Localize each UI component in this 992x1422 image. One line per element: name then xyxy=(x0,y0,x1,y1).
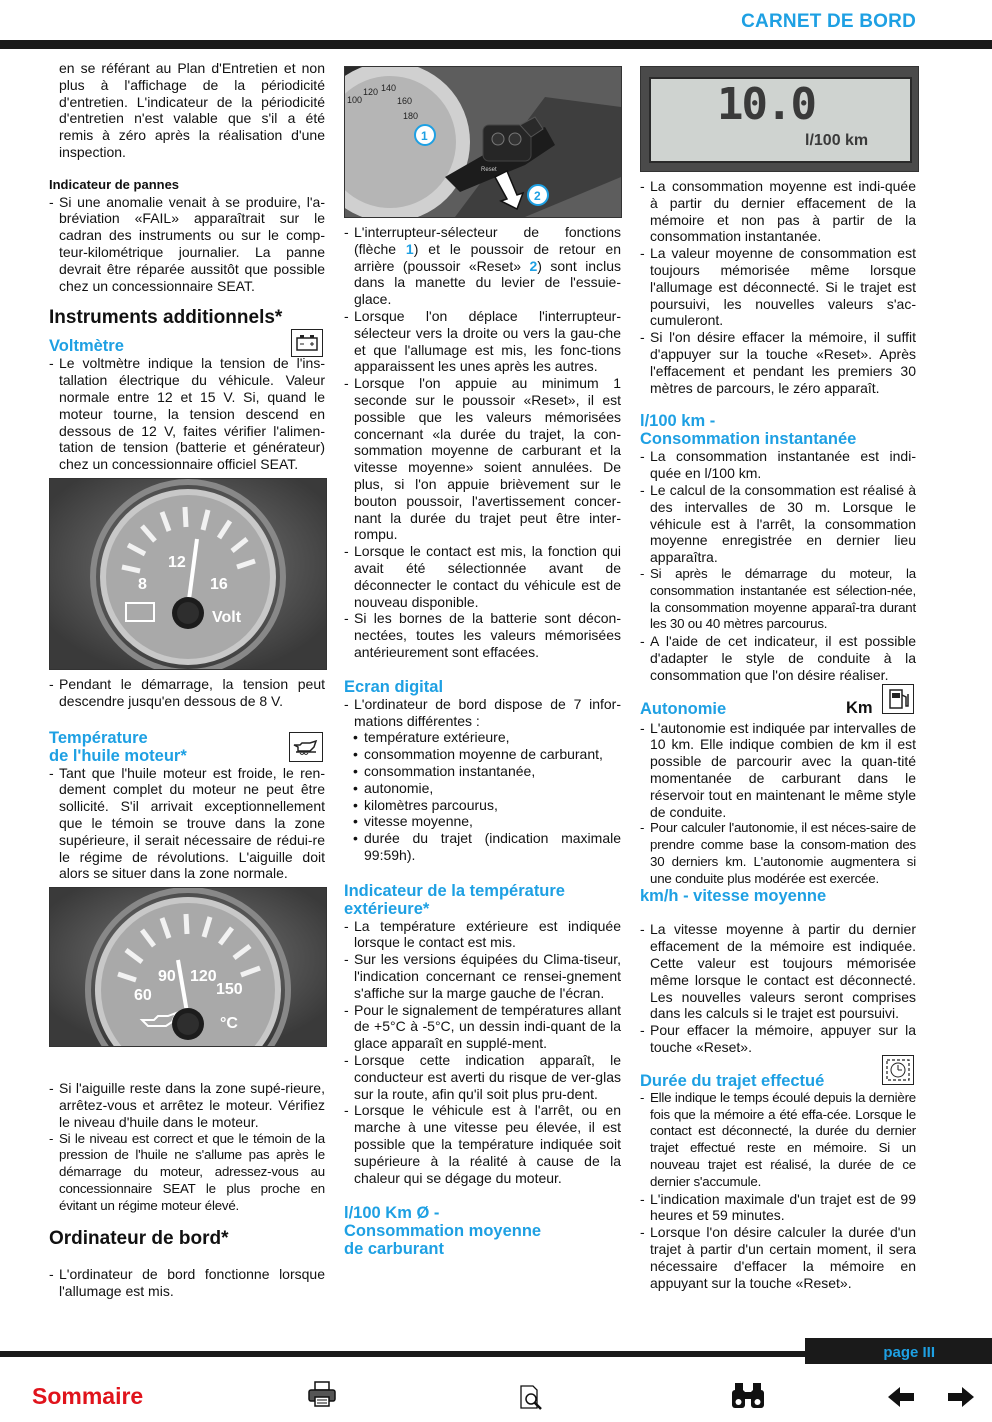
speedo-tick-160: 160 xyxy=(397,96,413,106)
speedometer-stalk-photo xyxy=(344,66,622,218)
vitesse-heading: km/h - vitesse moyenne xyxy=(640,887,827,906)
ext-heading-line1: Indicateur de la température xyxy=(344,881,565,900)
next-page-button[interactable] xyxy=(946,1385,976,1414)
column-left xyxy=(49,60,325,1300)
oil-label-150: 150 xyxy=(216,981,243,999)
stalk-text-3: - Lorsque l'on appuie au minimum 1 seconde sur le poussoir «Reset», il est possible que les valeurs mémorisées concernant «la durée du trajet, la con-sommation moyenne de carburant et la vitesse moyenne» soient annulées. De plus, si l'on appuie brièvement sur le bouton poussoir, l'avertissement concer-nant la durée du trajet peut être inter-rompu. xyxy=(344,375,621,543)
printer-icon xyxy=(306,1380,338,1408)
arrow-left-icon xyxy=(886,1385,916,1409)
ordinateur-heading: Ordinateur de bord* xyxy=(49,1228,229,1250)
list-item: • autonomie, xyxy=(344,780,621,797)
instruments-heading: Instruments additionnels* xyxy=(49,307,283,329)
autonomie-km-label: Km xyxy=(846,698,873,717)
lcd-display-photo xyxy=(640,66,919,172)
temp-heading-line2: de l'huile moteur* xyxy=(49,746,187,765)
duree-text-1: - Elle indique le temps écoulé depuis la dernière fois que la mémoire a été effa-cée. Lorsque le contact est déconnecté, la durée du dernier trajet effectué reste en mémoire. Si un nouveau trajet est réalisé, la durée de ce dernier s'accumule. xyxy=(640,1090,916,1191)
volt-label-8: 8 xyxy=(138,575,147,593)
callout-2: 2 xyxy=(534,189,541,203)
demarrage-text: - Pendant le démarrage, la tension peut descendre jusqu'en dessous de 8 V. xyxy=(49,676,325,710)
stalk-text-2: - Lorsque l'on déplace l'interrupteur-sélecteur vers la droite ou vers la gau-che et que l'allumage est mis, les fonc-tions apparaissent les unes après les autres. xyxy=(344,308,621,375)
autonomie-text-2: - Pour calculer l'autonomie, il est néces-saire de prendre comme base la consom-mation des 30 derniers km. L'autonomie augmentera si une conduite plus modérée est exercée. xyxy=(640,820,916,887)
temp-heading-line1: Température xyxy=(49,728,148,747)
oil-text-2: - Si le niveau est correct et que le témoin de la pression de l'huile ne s'allume pas après le démarrage du moteur, adressez-vous au concessionnaire SEAT le plus proche en évitant un régime moteur élevé. xyxy=(49,1131,325,1215)
temp-block xyxy=(49,729,325,765)
oil-text-1: - Si l'aiguille reste dans la zone supé-rieure, arrêtez-vous et arrêtez le moteur. Vérifiez le niveau d'huile dans le moteur. xyxy=(49,1080,325,1130)
ecran-text: - L'ordinateur de bord dispose de 7 infor-mations différentes : xyxy=(344,696,621,730)
duree-block xyxy=(640,1072,916,1090)
volt-label-16: 16 xyxy=(210,575,228,593)
pannes-text: - Si une anomalie venait à se produire, l'a-bréviation «FAIL» apparaîtrait sur le cadran des instruments ou sur le comp-teur-kilométrique journalier. La panne devrait être réparée aussitôt que possible chez un concessionnaire SEAT. xyxy=(49,194,325,295)
clock-icon xyxy=(882,1055,914,1085)
inst-heading-line1: l/100 km - xyxy=(640,412,716,431)
moy-text-2: - La valeur moyenne de consommation est toujours mémorisée même lorsque l'allumage est déconnecté. Si le trajet est poursuivi, les nouvelles valeurs s'ac-cumuleront. xyxy=(640,245,916,329)
voltmetre-block xyxy=(49,337,325,355)
column-middle xyxy=(344,66,621,1258)
battery-icon xyxy=(291,329,323,357)
voltmeter-photo xyxy=(49,478,327,670)
arrow-right-icon xyxy=(946,1385,976,1409)
zoom-page-icon xyxy=(518,1384,546,1412)
page-number-box xyxy=(805,1338,992,1364)
autonomie-block xyxy=(640,700,916,720)
ecran-list xyxy=(344,729,621,863)
page-number: page III xyxy=(883,1344,935,1361)
oil-can-icon xyxy=(289,732,323,762)
vitesse-text-1: - La vitesse moyenne à partir du dernier effacement de la mémoire est indiquée. Cette valeur est toujours mémorisée même lorsque le contact est déconnecté. Les nouvelles valeurs seront comprises dans les calculs si le trajet est poursuivi. xyxy=(640,921,916,1022)
binoculars-icon xyxy=(730,1380,766,1410)
list-item: • vitesse moyenne, xyxy=(344,813,621,830)
ext-text-4: - Lorsque cette indication apparaît, le conducteur est averti du risque de ver-glas sur la route, afin qu'il soit plus pru-dent. xyxy=(344,1052,621,1102)
ext-text-3: - Pour le signalement de températures allant de +5°C à -5°C, un dessin indi-quant de la glace apparaît en supplé-ment. xyxy=(344,1002,621,1052)
inst-heading-line2: Consommation instantanée xyxy=(640,430,857,449)
voltmetre-heading: Voltmètre xyxy=(49,337,124,356)
lcd-unit: l/100 km xyxy=(805,132,869,149)
ecran-heading: Ecran digital xyxy=(344,677,444,696)
moy-heading-line3: de carburant xyxy=(344,1240,444,1259)
oil-label-90: 90 xyxy=(158,968,176,986)
autonomie-text-1: - L'autonomie est indiquée par intervalles de 10 km. Elle indique combien de km il est possible de parcourir avec la quan-tité momentanée de carburant dans le réservoir tout en maintenant le même style de conduite. xyxy=(640,720,916,821)
column-right xyxy=(640,66,916,1291)
zoom-page-button[interactable] xyxy=(518,1384,546,1417)
vitesse-text-2: - Pour effacer la mémoire, appuyer sur la touche «Reset». xyxy=(640,1022,916,1056)
oil-temp-photo xyxy=(49,887,327,1047)
list-item: • température extérieure, xyxy=(344,729,621,746)
ordinateur-text: - L'ordinateur de bord fonctionne lorsque l'allumage est mis. xyxy=(49,1266,325,1300)
ext-text-1: - La température extérieure est indiquée lorsque le contact est mis. xyxy=(344,918,621,952)
oil-unit: °C xyxy=(220,1015,238,1033)
callout-1: 1 xyxy=(421,129,428,143)
moy-text-3: - Si l'on désire effacer la mémoire, il suffit d'appuyer sur la touche «Reset». Après l'effacement et pendant les premiers 30 mètres de parcours, le zéro apparaît. xyxy=(640,329,916,396)
ext-heading-line2: extérieure* xyxy=(344,899,430,918)
speedo-tick-140: 140 xyxy=(381,83,397,93)
volt-unit: Volt xyxy=(212,608,242,626)
stalk-text-5: - Si les bornes de la batterie sont décon-nectées, toutes les valeurs mémorisées antérieurement sont effacées. xyxy=(344,610,621,660)
print-button[interactable] xyxy=(306,1380,338,1413)
moy-text-1: - La consommation moyenne est indi-quée à partir du dernier effacement de la mémoire et non pas à partir de la consommation instantanée. xyxy=(640,178,916,245)
oil-label-60: 60 xyxy=(134,987,152,1005)
list-item: • kilomètres parcourus, xyxy=(344,797,621,814)
voltmetre-text: - Le voltmètre indique la tension de l'ins-tallation électrique du véhicule. Valeur normale entre 12 et 15 V. Si, quand le moteur tourne, la tension descend en dessous de 12 V, faites vérifier l'alimen-tation de tension (batterie et générateur) chez un concessionnaire officiel SEAT. xyxy=(49,355,325,473)
list-item: • durée du trajet (indication maximale 99:59h). xyxy=(344,830,621,864)
speedo-tick-120: 120 xyxy=(363,87,379,97)
header-title: CARNET DE BORD xyxy=(741,11,916,32)
duree-text-2: - L'indication maximale d'un trajet est de 99 heures et 59 minutes. xyxy=(640,1191,916,1225)
autonomie-heading: Autonomie xyxy=(640,699,727,718)
header-bar xyxy=(0,40,992,49)
previous-page-button[interactable] xyxy=(886,1385,916,1414)
speedo-reset-text: Reset xyxy=(481,167,497,173)
stalk-text-1: - L'interrupteur-sélecteur de fonctions (flèche 1) et le poussoir de retour en arrière (poussoir «Reset» 2) sont inclus dans la manette du levier de l'essuie-glace. xyxy=(344,224,621,308)
intro-paragraph: en se référant au Plan d'Entretien et non plus à l'affichage de la périodicité d'entretien. L'indicateur de la périodicité d'entretien n'est valable que s'il a été remis à zéro après la réalisation d'une inspection. xyxy=(59,60,325,160)
search-button[interactable] xyxy=(730,1380,766,1415)
ext-text-2: - Sur les versions équipées du Clima-tiseur, l'indication concernant ce rensei-gnement s'affiche sur la marge gauche de l'écran. xyxy=(344,951,621,1001)
inst-text-2: - Le calcul de la consommation est réalisé à des intervalles de 30 m. Lorsque le véhicule est à l'arrêt, la consommation moyenne enregistrée en dernier lieu apparaîtra. xyxy=(640,482,916,566)
oil-label-120: 120 xyxy=(190,968,217,986)
temp-text: - Tant que l'huile moteur est froide, le ren-dement complet du moteur ne peut être sollicité. S'il arrivait exceptionnellement que le témoin se trouve dans la zone supérieure, il serait nécessaire de rédui-re le régime de révolutions. L'aiguille doit alors se situer dans la zone normale. xyxy=(49,765,325,883)
volt-label-12: 12 xyxy=(168,553,186,571)
speedo-tick-180: 180 xyxy=(403,111,419,121)
fuel-pump-icon xyxy=(882,684,914,714)
list-item: • consommation moyenne de carburant, xyxy=(344,746,621,763)
inst-text-4: - A l'aide de cet indicateur, il est possible d'adapter le style de conduite à la consommation que l'on désire réaliser. xyxy=(640,633,916,683)
inst-text-1: - La consommation instantanée est indi-quée en l/100 km. xyxy=(640,448,916,482)
speedo-tick-100: 100 xyxy=(347,95,363,105)
ext-text-5: - Lorsque le véhicule est à l'arrêt, ou en marche à une vitesse peu élevée, il est possible que la température indiquée soit supérieure à la réalité à cause de la chaleur qui se dégage du moteur. xyxy=(344,1102,621,1186)
stalk-text-4: - Lorsque le contact est mis, la fonction qui avait été sélectionnée avant de déconnecter le contact du véhicule est de nouveau disponible. xyxy=(344,543,621,610)
list-item: • consommation instantanée, xyxy=(344,763,621,780)
lcd-value: 10.0 xyxy=(717,79,815,130)
duree-text-3: - Lorsque l'on désire calculer la durée d'un trajet à partir d'un certain moment, il sera nécessaire d'effacer la mémoire en appuyant sur la touche «Reset». xyxy=(640,1224,916,1291)
pannes-heading: Indicateur de pannes xyxy=(49,176,180,192)
moy-heading-line2: Consommation moyenne xyxy=(344,1222,542,1241)
moy-heading-line1: l/100 Km Ø - xyxy=(344,1204,440,1223)
sommaire-link[interactable]: Sommaire xyxy=(32,1383,144,1409)
inst-text-3: - Si après le démarrage du moteur, la consommation instantanée est sélection-née, la consommation moyenne apparaî-tra durant les 30 ou 40 mètres parcourus. xyxy=(640,566,916,633)
duree-heading: Durée du trajet effectué xyxy=(640,1071,825,1090)
